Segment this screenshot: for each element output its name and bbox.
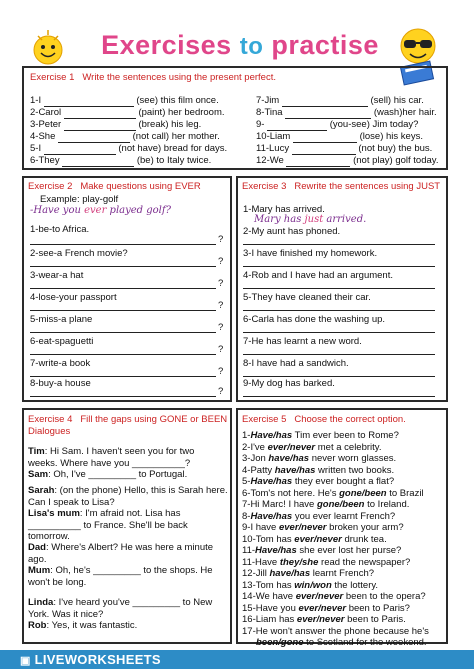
answer-line[interactable]: [30, 332, 216, 333]
list-item: 7-He has learnt a new word.: [243, 336, 362, 347]
list-item: 6-eat-spaguetti: [30, 336, 94, 347]
list-item: 5-miss-a plane: [30, 314, 93, 325]
list-item: 2-see-a French movie?: [30, 248, 128, 259]
list-item: 16-Liam has ever/never been to Paris.: [242, 614, 406, 625]
exercise-2-example: Example: play-golf: [40, 194, 119, 205]
list-item: 5-Have/has they ever bought a flat?: [242, 476, 395, 487]
exercise-3-example-answer: Mary has just arrived.: [254, 214, 367, 225]
answer-line[interactable]: [30, 310, 216, 311]
list-item: 3-I have finished my homework.: [243, 248, 378, 259]
list-item: 1-be-to Africa.: [30, 224, 90, 235]
list-item: 3-Jon have/has never worn glasses.: [242, 453, 397, 464]
footer-brand[interactable]: ▣ LIVEWORKSHEETS: [20, 652, 161, 667]
list-item: 4-lose-your passport: [30, 292, 117, 303]
page-title: Exercises to practise: [101, 30, 379, 60]
answer-line[interactable]: [243, 376, 435, 377]
dialogue-3: Dad: Where's Albert? He was here a minute ago. Mum: Oh, he's _________ to the shops. He won't be long.: [28, 542, 214, 588]
answer-line[interactable]: [30, 288, 216, 289]
list-item: 4-Rob and I have had an argument.: [243, 270, 393, 281]
exercise-5-heading: Exercise 5 Choose the correct option.: [242, 414, 406, 425]
brand-logo-icon: ▣: [20, 655, 31, 667]
list-item: 3-wear-a hat: [30, 270, 84, 281]
list-item: 2-I've ever/never met a celebrity.: [242, 441, 382, 453]
exercise-5-list: [242, 430, 446, 649]
answer-line[interactable]: [243, 266, 435, 267]
answer-line[interactable]: [243, 288, 435, 289]
answer-line[interactable]: [30, 266, 216, 267]
list-item: 8-I have had a sandwich.: [243, 358, 349, 369]
exercise-3-first: 1-Mary has arrived.: [243, 204, 325, 215]
answer-line[interactable]: [243, 310, 435, 311]
smiley-sun-icon: [28, 28, 68, 68]
exercise-1-heading: Exercise 1 Write the sentences using the present perfect.: [30, 72, 276, 83]
list-item: 6-Tom's not here. He's gone/been to Brazil: [242, 487, 424, 499]
list-item: 6-Carla has done the washing up.: [243, 314, 386, 325]
answer-line[interactable]: [243, 332, 435, 333]
list-item: 2-My aunt has phoned.: [243, 226, 341, 237]
list-item: 11-Have/has she ever lost her purse?: [242, 545, 402, 556]
exercise-4-heading: Exercise 4 Fill the gaps using GONE or BEEN: [28, 414, 228, 425]
list-item: 7-write-a book: [30, 358, 91, 369]
list-item: 13-Tom has win/won the lottery.: [242, 579, 379, 591]
answer-line[interactable]: [243, 396, 435, 397]
list-item: 9-My dog has barked.: [243, 378, 335, 389]
list-item: 8-Have/has you ever learnt French?: [242, 510, 396, 522]
list-item: 17-He won't answer the phone because he's: [242, 625, 429, 637]
list-item: 12-Jill have/has learnt French?: [242, 568, 375, 579]
exercise-3-heading: Exercise 3 Rewrite the sentences using JUST: [242, 181, 441, 192]
exercise-2-heading: Exercise 2 Make questions using EVER: [28, 181, 201, 192]
dialogue-1: Tim: Hi Sam. I haven't seen you for two weeks. Where have you __________? Sam: Oh, I've _________ to Portugal.: [28, 446, 195, 480]
list-item: 10-Tom has ever/never drunk tea.: [242, 533, 387, 545]
dialogue-4: Linda: I've heard you've _________ to New York. Was it nice? Rob: Yes, it was fantastic.: [28, 597, 213, 631]
list-item: 7-Hi Marc! I have gone/been to Ireland.: [242, 499, 410, 510]
list-item: 15-Have you ever/never been to Paris?: [242, 602, 410, 614]
list-item: 14-We have ever/never been to the opera?: [242, 591, 426, 602]
exercise-1-left-list: 1-I (see) this film once. 2-Carol (paint) her bedroom. 3-Peter (break) his leg. 4-She (not call) her mother. 5-I (not have) bread for days. 6-They (be) to Italy twice.: [30, 95, 228, 166]
dialogue-2: Sarah: (on the phone) Hello, this is Sarah here. Can I speak to Lisa? Lisa's mum: I'm afraid not. Lisa has __________ to France. She'll be back tomorrow.: [28, 485, 228, 542]
answer-line[interactable]: [30, 396, 216, 397]
list-item: 1-Have/has Tim ever been to Rome?: [242, 430, 399, 441]
list-item: 11-Have they/she read the newspaper?: [242, 556, 411, 568]
answer-line[interactable]: [30, 376, 216, 377]
answer-line[interactable]: [30, 354, 216, 355]
answer-line[interactable]: [243, 354, 435, 355]
exercise-2-example-answer: -Have you ever played golf?: [30, 205, 171, 216]
list-item: been/gone to Scotland for the weekend.: [256, 637, 427, 648]
list-item: 8-buy-a house: [30, 378, 91, 389]
exercise-1-right-list: 7-Jim (sell) his car. 8-Tina (wash)her hair. 9- (you-see) Jim today? 10-Liam (lose) his keys. 11-Lucy (not buy) the bus. 12-We (not play) golf today.: [256, 95, 439, 166]
list-item: 5-They have cleaned their car.: [243, 292, 371, 303]
answer-line[interactable]: [30, 244, 216, 245]
list-item: 4-Patty have/has written two books.: [242, 464, 395, 476]
answer-line[interactable]: [243, 244, 435, 245]
list-item: 9-I have ever/never broken your arm?: [242, 522, 404, 533]
exercise-4-subheading: Dialogues: [28, 426, 71, 437]
